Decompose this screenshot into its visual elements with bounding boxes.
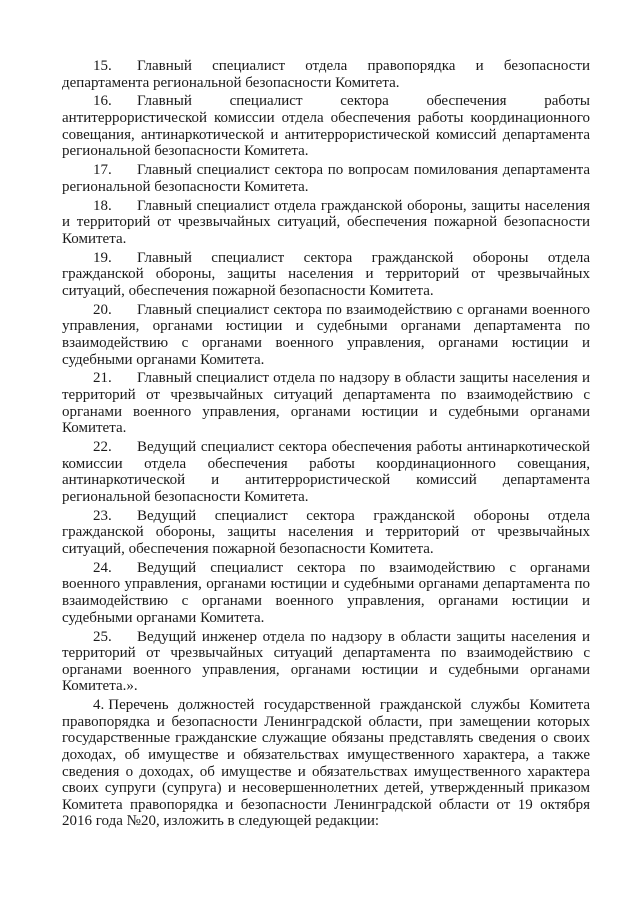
item-number: 25.: [93, 628, 112, 645]
list-item: [62, 198, 590, 248]
item-text: Главный специалист сектора по взаимодействию с органами военного управления, органами юстиции и судебными органами департамента по взаимодействию с органами военного управления, органами юстиции и судебными органами Комитета.: [62, 301, 590, 368]
document-page: [62, 58, 590, 832]
item-number: 19.: [93, 249, 112, 266]
list-item: [62, 629, 590, 695]
list-item: [62, 302, 590, 368]
list-item: [62, 439, 590, 505]
item-number: 24.: [93, 559, 112, 576]
item-number: 17.: [93, 162, 112, 179]
list-item: [62, 58, 590, 91]
clause-paragraph: [62, 697, 590, 830]
item-text: Главный специалист отдела правопорядка и безопасности департамента региональной безопасности Комитета.: [62, 58, 590, 91]
item-number: 18.: [93, 197, 112, 214]
list-item: [62, 250, 590, 300]
list-item: [62, 560, 590, 626]
clause-text: Перечень должностей государственной гражданской службы Комитета правопорядка и безопасности Ленинградской области, при замещении которых государственные гражданские служащие обязаны представлять сведения о своих доходах, об имуществе и обязательствах имущественного характера, а также сведения о доходах, об имуществе и обязательствах имущественного характера своих супруги (супруга) и несовершеннолетних детей, утвержденный приказом Комитета правопорядка и безопасности Ленинградской области от 19 октября 2016 года №20, изложить в следующей редакции:: [62, 697, 590, 830]
item-number: 16.: [93, 93, 112, 110]
list-item: [62, 162, 590, 195]
item-text: Главный специалист отдела по надзору в области защиты населения и территорий от чрезвычайных ситуаций департамента по взаимодействию с органами военного управления, органами юстиции и судебными органами Комитета.: [62, 370, 590, 437]
item-number: 22.: [93, 439, 112, 456]
list-item: [62, 370, 590, 436]
item-number: 20.: [93, 301, 112, 318]
list-item: [62, 508, 590, 558]
clause-number: 4.: [93, 697, 105, 714]
item-number: 15.: [93, 58, 112, 74]
item-text: Главный специалист сектора по вопросам помилования департамента региональной безопасности Комитета.: [62, 162, 590, 195]
item-number: 21.: [93, 370, 112, 387]
item-text: Главный специалист сектора гражданской обороны отдела гражданской обороны, защиты населения и территорий от чрезвычайных ситуаций, обеспечения пожарной безопасности Комитета.: [62, 249, 590, 299]
list-item: [62, 93, 590, 159]
item-text: Ведущий специалист сектора по взаимодействию с органами военного управления, органами юстиции и судебными органами департамента по взаимодействию с органами военного управления, органами юстиции и судебными органами Комитета.: [62, 559, 590, 626]
item-text: Ведущий инженер отдела по надзору в области защиты населения и территорий от чрезвычайных ситуаций департамента по взаимодействию с органами военного управления, органами юстиции и судебными органами Комитета.».: [62, 628, 590, 695]
item-text: Главный специалист отдела гражданской обороны, защиты населения и территорий от чрезвычайных ситуаций, обеспечения пожарной безопасности Комитета.: [62, 197, 590, 247]
item-number: 23.: [93, 507, 112, 524]
item-text: Ведущий специалист сектора обеспечения работы антинаркотической комиссии отдела обеспечения работы координационного совещания, антинаркотической и антитеррористической комиссий департамента региональной безопасности Комитета.: [62, 439, 590, 505]
item-text: Ведущий специалист сектора гражданской обороны отдела гражданской обороны, защиты населения и территорий от чрезвычайных ситуаций, обеспечения пожарной безопасности Комитета.: [62, 507, 590, 557]
item-text: Главный специалист сектора обеспечения работы антитеррористической комиссии отдела обеспечения работы координационного совещания, антинаркотической и антитеррористической комиссий департамента региональной безопасности Комитета.: [62, 93, 590, 160]
